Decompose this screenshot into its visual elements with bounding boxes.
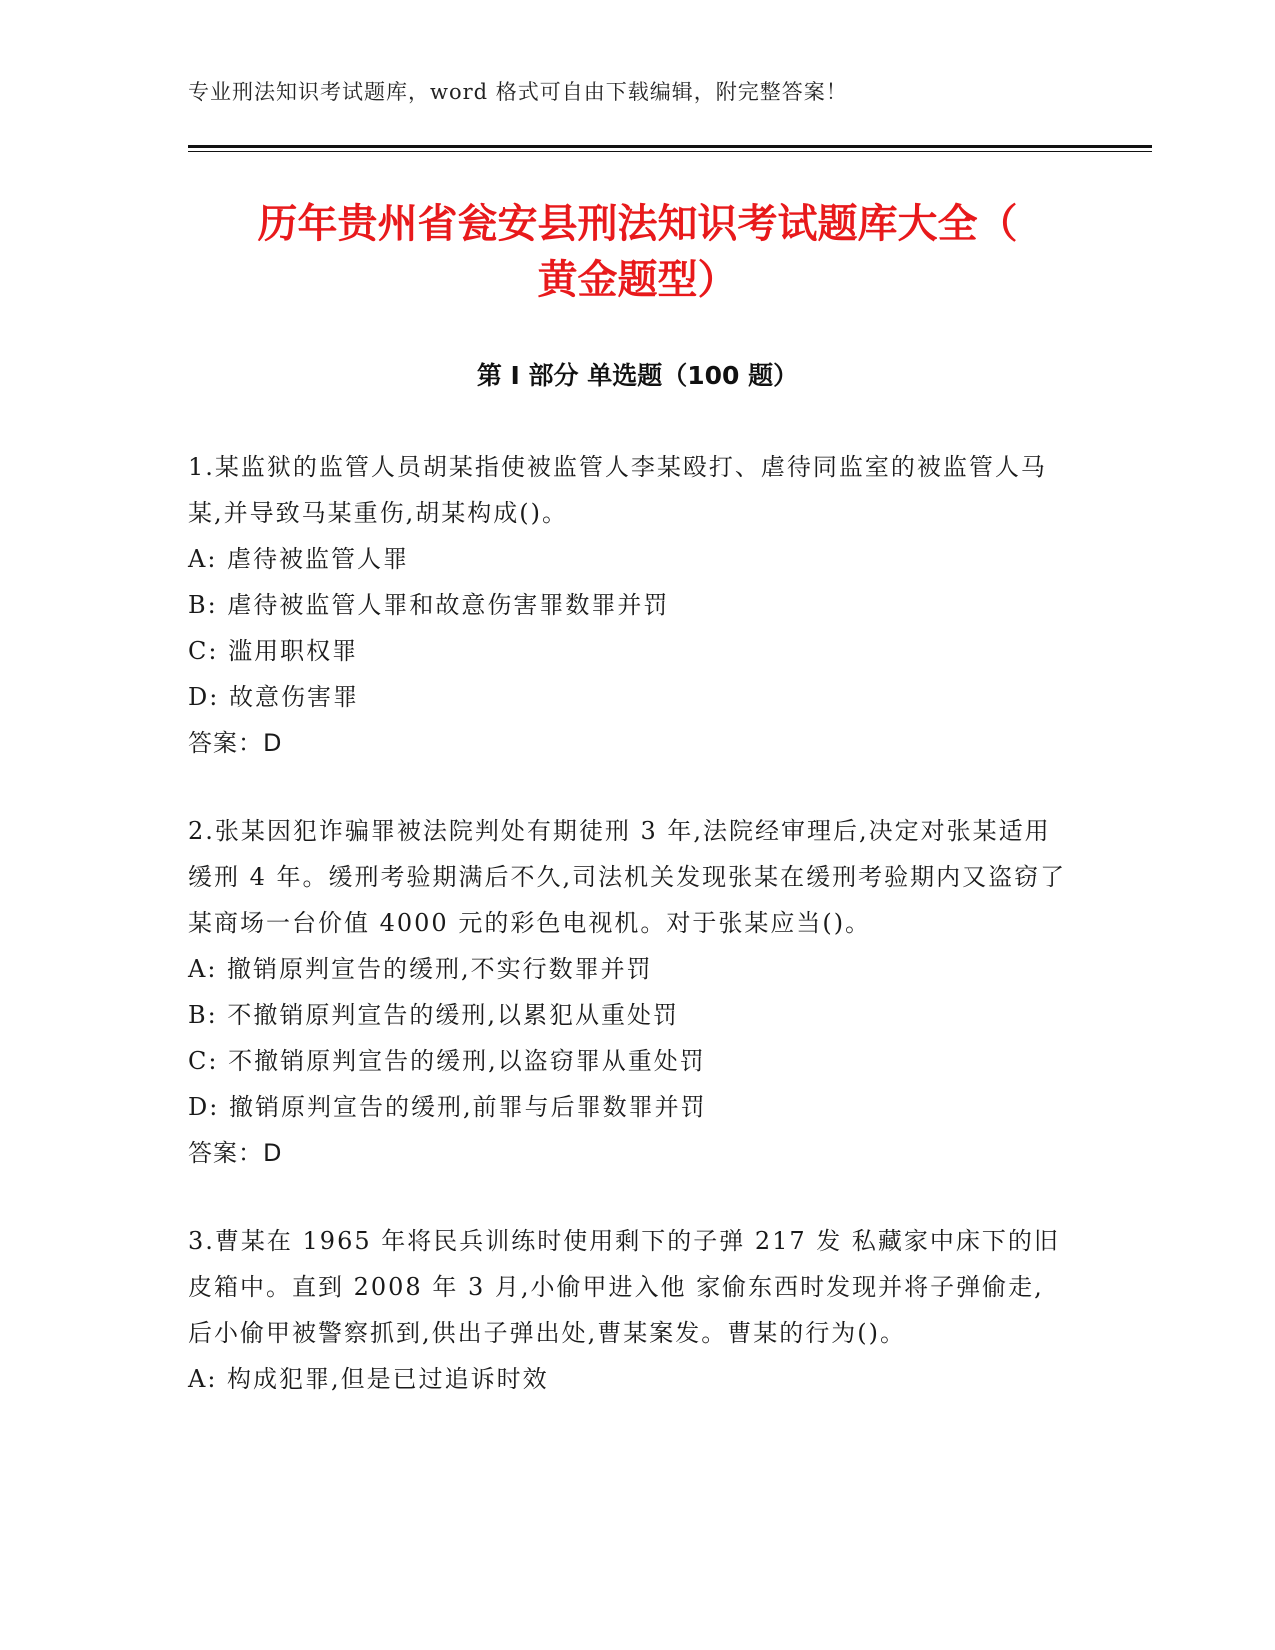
question-3	[188, 1218, 1068, 1402]
document-title-line-1: 历年贵州省瓮安县刑法知识考试题库大全（	[257, 201, 1018, 247]
header-rule-thin	[188, 151, 1152, 152]
option-d: D: 故意伤害罪	[188, 683, 359, 711]
question-stem: 1.某监狱的监管人员胡某指使被监管人李某殴打、虐待同监室的被监管人马某,并导致马某重伤,胡某构成()。	[188, 453, 1047, 527]
option-a: A: 构成犯罪,但是已过追诉时效	[188, 1365, 549, 1393]
header-note: 专业刑法知识考试题库，word 格式可自由下载编辑，附完整答案！	[188, 80, 848, 104]
option-d: D: 撤销原判宣告的缓刑,前罪与后罪数罪并罚	[188, 1093, 707, 1121]
option-c: C: 滥用职权罪	[188, 637, 359, 665]
question-1	[188, 444, 1068, 766]
answer: 答案：D	[188, 1139, 283, 1167]
document-title-line-2: 黄金题型）	[537, 257, 738, 303]
question-2	[188, 808, 1068, 1176]
document-title	[150, 196, 1125, 308]
option-a: A: 撤销原判宣告的缓刑,不实行数罪并罚	[188, 955, 653, 983]
header-rule-thick	[188, 145, 1152, 148]
question-stem: 2.张某因犯诈骗罪被法院判处有期徒刑 3 年,法院经审理后,决定对张某适用缓刑 4 年。缓刑考验期满后不久,司法机关发现张某在缓刑考验期内又盗窃了某商场一台价值 4000 元的彩色电视机。对于张某应当()。	[188, 817, 1067, 937]
option-b: B: 虐待被监管人罪和故意伤害罪数罪并罚	[188, 591, 670, 619]
question-stem: 3.曹某在 1965 年将民兵训练时使用剩下的子弹 217 发 私藏家中床下的旧皮箱中。直到 2008 年 3 月,小偷甲进入他 家偷东西时发现并将子弹偷走,后小偷甲被警察抓到,供出子弹出处,曹某案发。曹某的行为()。	[188, 1227, 1060, 1347]
answer: 答案：D	[188, 729, 283, 757]
option-b: B: 不撤销原判宣告的缓刑,以累犯从重处罚	[188, 1001, 679, 1029]
section-heading: 第 I 部分 单选题（100 题）	[476, 361, 799, 390]
option-c: C: 不撤销原判宣告的缓刑,以盗窃罪从重处罚	[188, 1047, 706, 1075]
option-a: A: 虐待被监管人罪	[188, 545, 410, 573]
question-list	[188, 444, 1068, 1444]
